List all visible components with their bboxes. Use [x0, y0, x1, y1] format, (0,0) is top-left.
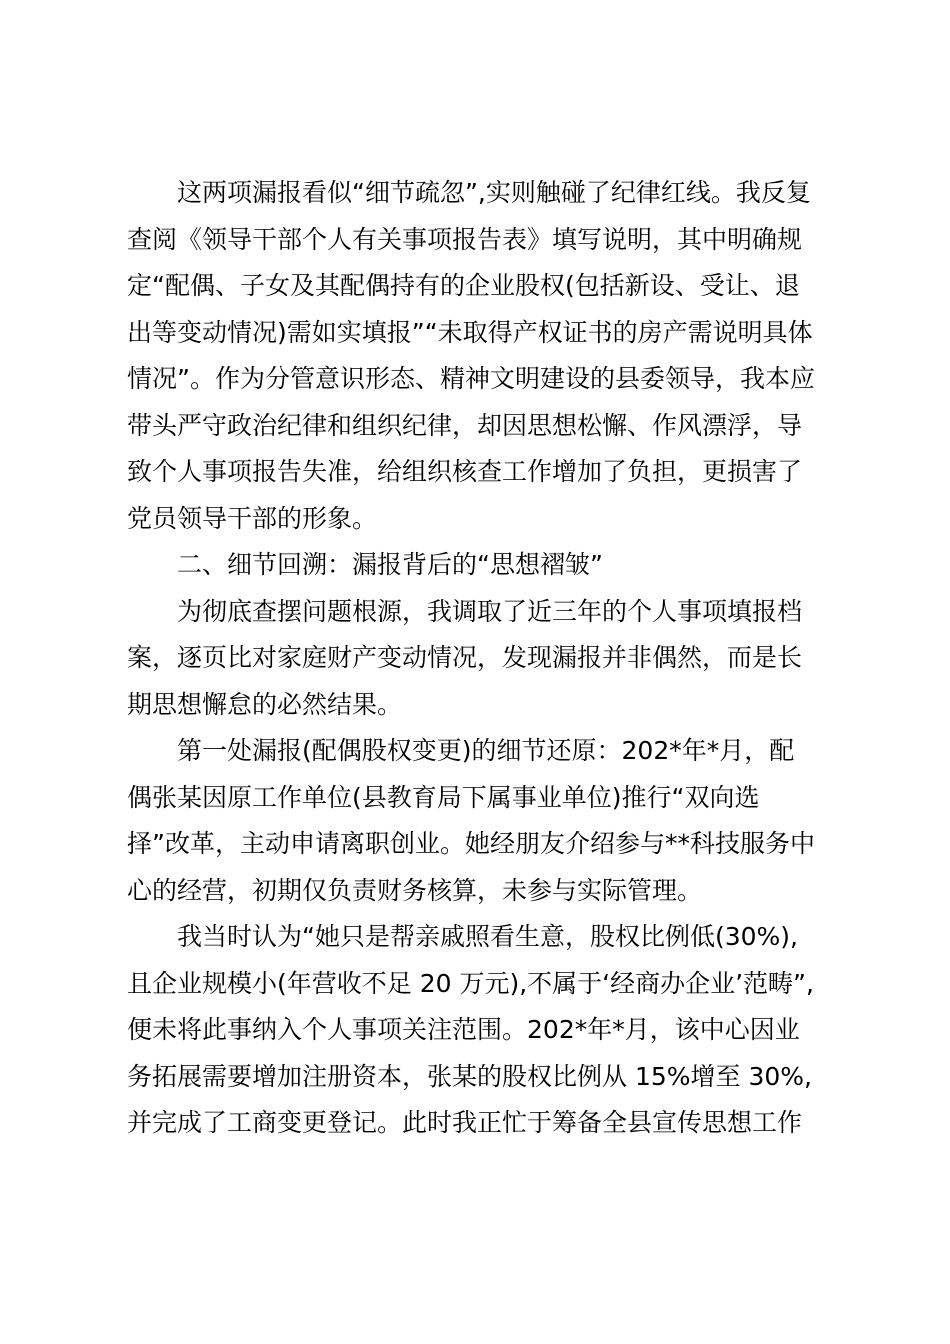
text-line: 且企业规模小(年营收不足 20 万元),不属于‘经商办企业’范畴”, — [127, 968, 814, 998]
text-line: 定“配偶、子女及其配偶持有的企业股权(包括新设、受让、退 — [127, 271, 800, 300]
text-line: 偶张某因原工作单位(县教育局下属事业单位)推行“双向选 — [127, 782, 760, 812]
text-line: 我当时认为“她只是帮亲戚照看生意，股权比例低(30%), — [177, 922, 798, 951]
paragraph-equity-change — [127, 914, 827, 1147]
text-line: 党员领导干部的形象。 — [127, 503, 378, 533]
text-line: 情况”。作为分管意识形态、精神文明建设的县委领导，我本应 — [127, 364, 815, 393]
text-line: 期思想懈怠的必然结果。 — [127, 689, 403, 719]
paragraph-root-cause — [127, 589, 827, 729]
text-line: 便未将此事纳入个人事项关注范围。202*年*月，该中心因业 — [127, 1015, 800, 1044]
document-body — [127, 170, 827, 1147]
text-line: 带头严守政治纪律和组织纪律，却因思想松懈、作风漂浮，导 — [127, 410, 803, 440]
paragraph-first-omission — [127, 728, 827, 914]
section-heading — [127, 542, 827, 589]
text-line: 出等变动情况)需如实填报”“未取得产权证书的房产需说明具体 — [127, 317, 813, 347]
text-line: 为彻底查摆问题根源，我调取了近三年的个人事项填报档 — [177, 596, 803, 626]
paragraph-discipline-violation — [127, 170, 827, 542]
section-heading-text: 二、细节回溯：漏报背后的“思想褶皱” — [177, 550, 603, 579]
text-line: 并完成了工商变更登记。此时我正忙于筹备全县宣传思想工作 — [127, 1108, 803, 1137]
text-line: 务拓展需要增加注册资本，张某的股权比例从 15%增至 30%, — [127, 1061, 812, 1091]
text-line: 这两项漏报看似“细节疏忽”,实则触碰了纪律红线。我反复 — [177, 178, 811, 207]
text-line: 心的经营，初期仅负责财务核算，未参与实际管理。 — [127, 875, 703, 905]
text-line: 案，逐页比对家庭财产变动情况，发现漏报并非偶然，而是长 — [127, 643, 803, 672]
text-line: 第一处漏报(配偶股权变更)的细节还原：202*年*月，配 — [177, 736, 795, 765]
text-line: 择”改革，主动申请离职创业。她经朋友介绍参与**科技服务中 — [127, 829, 815, 858]
text-line: 致个人事项报告失准，给组织核查工作增加了负担，更损害了 — [127, 457, 803, 486]
text-line: 查阅《领导干部个人有关事项报告表》填写说明，其中明确规 — [127, 224, 803, 254]
